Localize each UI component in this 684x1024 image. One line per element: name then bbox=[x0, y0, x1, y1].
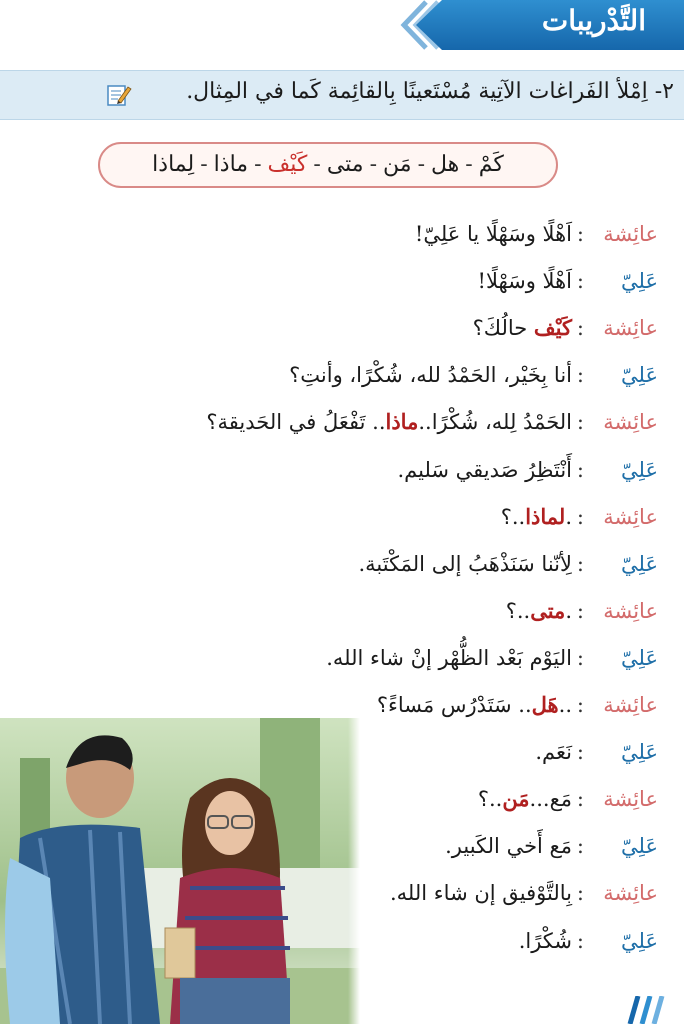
word-bank-item: متى bbox=[326, 152, 364, 177]
utterance-text-before: شُكْرًا. bbox=[518, 928, 572, 953]
speaker-aisha: عائِشة bbox=[603, 881, 658, 906]
utterance bbox=[397, 450, 572, 490]
speaker-aisha: عائِشة bbox=[603, 316, 658, 341]
speaker-colon: : bbox=[576, 598, 584, 623]
speaker-colon: : bbox=[576, 787, 584, 812]
utterance bbox=[358, 544, 572, 584]
dialogue-line bbox=[0, 450, 684, 490]
word-bank-separator: - bbox=[369, 152, 378, 177]
dialogue-line bbox=[0, 402, 684, 442]
speaker-colon: : bbox=[576, 504, 584, 529]
speaker-aisha: عائِشة bbox=[603, 598, 658, 623]
utterance-text-after: ..؟ bbox=[477, 787, 503, 812]
word-bank-separator: - bbox=[313, 152, 321, 177]
speaker-colon: : bbox=[576, 551, 584, 576]
utterance-text-before: اليَوْم بَعْد الظُّهْر إنْ شاء الله. bbox=[326, 645, 572, 670]
dialogue-line bbox=[0, 544, 684, 584]
word-bank-item: مَن bbox=[383, 152, 412, 177]
speaker-ali: عَلِيّ bbox=[621, 457, 658, 482]
bottom-chevron-icon bbox=[624, 996, 684, 1024]
speaker-ali: عَلِيّ bbox=[621, 363, 658, 388]
utterance-text-before: لِأنّنا سَنَذْهَبُ إلى المَكْتَبة. bbox=[358, 551, 572, 576]
filled-answer: متى bbox=[530, 597, 566, 623]
utterance-text-before: أَنْتَظِرُ صَديقي سَليم. bbox=[397, 457, 572, 482]
utterance bbox=[478, 261, 573, 301]
filled-answer: ماذا bbox=[385, 409, 419, 435]
speaker-colon: : bbox=[576, 457, 584, 482]
speaker-colon: : bbox=[576, 316, 584, 341]
utterance-text-before: . bbox=[565, 598, 572, 623]
speaker-colon: : bbox=[576, 693, 584, 717]
utterance bbox=[326, 638, 572, 678]
word-bank-separator: - bbox=[254, 152, 262, 177]
utterance bbox=[289, 355, 572, 395]
speaker-colon: : bbox=[576, 645, 584, 670]
speaker-colon: : bbox=[576, 740, 584, 765]
utterance bbox=[506, 591, 572, 631]
word-bank-item: لِماذا bbox=[152, 152, 195, 177]
filled-answer: كَيْف bbox=[533, 315, 572, 341]
speaker-colon: : bbox=[576, 410, 584, 435]
word-bank-separator: - bbox=[200, 152, 208, 177]
utterance-text-before: اَهْلًا وسَهْلًا! bbox=[477, 269, 572, 294]
instruction-text: ٢- اِمْلأ الفَراغات الآتِية مُسْتَعينًا بِالقائِمة كَما في المِثال. bbox=[186, 79, 674, 104]
pencil-icon bbox=[106, 83, 132, 107]
speaker-aisha: عائِشة bbox=[603, 222, 658, 246]
speaker-colon: : bbox=[576, 834, 584, 859]
utterance-text-before: نَعَم. bbox=[535, 740, 572, 765]
dialogue-line bbox=[0, 638, 684, 678]
speaker-colon: : bbox=[576, 928, 584, 953]
utterance-text-before: أنا بِخَيْر، الحَمْدُ لله، شُكْرًا، وأنتِ؟ bbox=[289, 363, 572, 388]
utterance-text-before: مَع أَخي الكَبير. bbox=[445, 834, 572, 859]
speaker-aisha: عائِشة bbox=[603, 410, 658, 435]
students-photo bbox=[0, 718, 360, 1024]
filled-answer: هَل bbox=[531, 692, 559, 717]
speaker-aisha: عائِشة bbox=[603, 504, 658, 529]
word-bank-separator: - bbox=[465, 152, 473, 177]
word-bank bbox=[98, 142, 558, 188]
instruction-bar bbox=[0, 70, 684, 120]
speaker-colon: : bbox=[576, 881, 584, 906]
utterance-text-before: .. bbox=[558, 693, 572, 717]
word-bank-item: كَمْ bbox=[478, 152, 504, 177]
filled-answer: مَن bbox=[502, 786, 530, 812]
utterance bbox=[478, 779, 572, 819]
utterance-text-after: ..؟ bbox=[505, 598, 531, 623]
word-bank-separator: - bbox=[417, 152, 425, 177]
speaker-colon: : bbox=[576, 269, 584, 294]
utterance-text-before: مَع... bbox=[529, 787, 572, 812]
utterance bbox=[206, 402, 572, 442]
dialogue-line bbox=[0, 591, 684, 631]
speaker-colon: : bbox=[576, 363, 584, 388]
utterance bbox=[473, 308, 572, 348]
utterance-text-before: اَهْلًا وسَهْلًا يا عَلِيّ! bbox=[414, 222, 572, 246]
section-title: التَّدْريبات bbox=[541, 4, 646, 37]
speaker-aisha: عائِشة bbox=[603, 693, 658, 717]
dialogue-line bbox=[0, 497, 684, 537]
utterance bbox=[415, 214, 572, 254]
speaker-aisha: عائِشة bbox=[603, 787, 658, 812]
utterance bbox=[519, 921, 572, 961]
utterance-text-before: . bbox=[565, 504, 572, 529]
utterance-text-before: الحَمْدُ لِله، شُكْرًا.. bbox=[418, 410, 572, 435]
speaker-ali: عَلِيّ bbox=[621, 834, 658, 859]
utterance-text-after: .. سَتَدْرُس مَساءً؟ bbox=[376, 693, 532, 717]
speaker-ali: عَلِيّ bbox=[621, 269, 658, 294]
utterance bbox=[390, 873, 572, 913]
dialogue-line bbox=[0, 261, 684, 301]
utterance bbox=[535, 732, 572, 772]
dialogue-line bbox=[0, 214, 684, 254]
dialogue-line bbox=[0, 355, 684, 395]
utterance-text-after: حالُكَ؟ bbox=[472, 316, 534, 341]
word-bank-item-example: كَيْف bbox=[267, 152, 308, 177]
utterance bbox=[377, 685, 572, 725]
speaker-colon: : bbox=[576, 222, 584, 246]
utterance-text-after: .. تَفْعَلُ في الحَديقة؟ bbox=[206, 410, 386, 435]
utterance-text-before: بِالتَّوْفيق إن شاء الله. bbox=[390, 881, 572, 906]
word-bank-item: ماذا bbox=[213, 152, 249, 177]
speaker-ali: عَلِيّ bbox=[621, 928, 658, 953]
dialogue-line bbox=[0, 308, 684, 348]
utterance-text-after: ..؟ bbox=[500, 504, 526, 529]
word-bank-item: هل bbox=[431, 152, 460, 177]
speaker-ali: عَلِيّ bbox=[621, 551, 658, 576]
speaker-ali: عَلِيّ bbox=[621, 645, 658, 670]
utterance bbox=[445, 826, 572, 866]
speaker-ali: عَلِيّ bbox=[621, 740, 658, 765]
utterance bbox=[501, 497, 572, 537]
filled-answer: لماذا bbox=[525, 503, 566, 529]
